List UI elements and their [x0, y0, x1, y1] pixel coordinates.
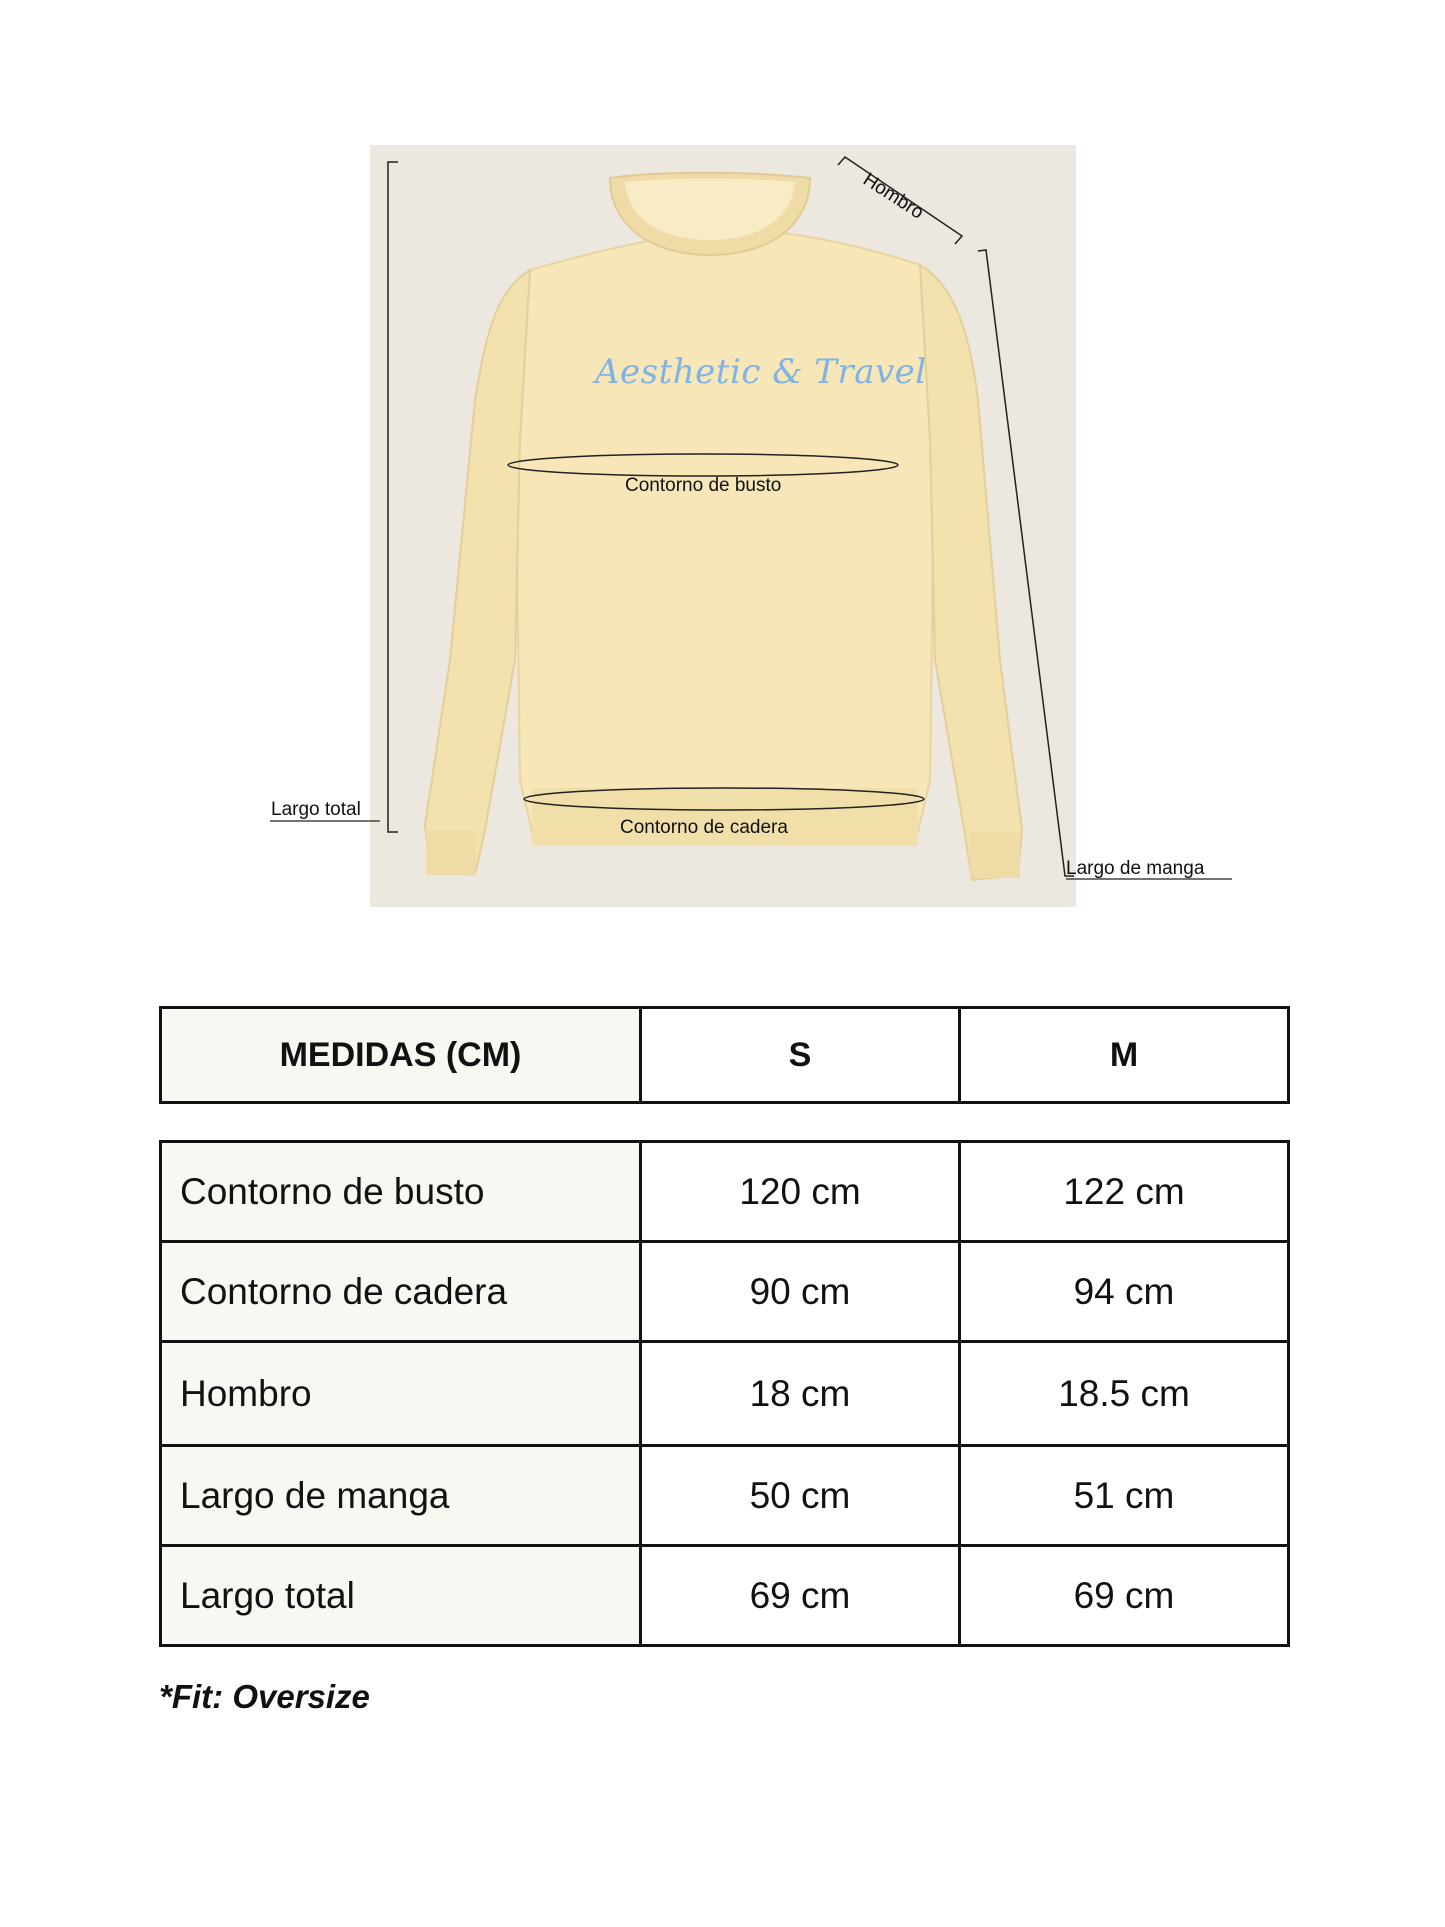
row-label: Contorno de cadera — [161, 1242, 641, 1342]
row-label: Contorno de busto — [161, 1142, 641, 1242]
table-row — [161, 1546, 1289, 1646]
table-row — [161, 1242, 1289, 1342]
row-value-s: 18 cm — [641, 1342, 960, 1446]
row-value-s: 50 cm — [641, 1446, 960, 1546]
row-label: Hombro — [161, 1342, 641, 1446]
row-value-m: 51 cm — [960, 1446, 1289, 1546]
header-measure-cell: MEDIDAS (CM) — [161, 1008, 641, 1103]
sweater-measurement-figure — [270, 140, 1260, 910]
row-value-s: 69 cm — [641, 1546, 960, 1646]
sweater-illustration — [270, 140, 1260, 910]
shoulder-label: Hombro — [859, 169, 928, 224]
size-table-header — [159, 1006, 1290, 1104]
sweater-print-text: Aesthetic & Travel — [595, 352, 927, 392]
table-row — [161, 1142, 1289, 1242]
row-value-s: 120 cm — [641, 1142, 960, 1242]
hip-label: Contorno de cadera — [620, 817, 788, 838]
left-cuff — [426, 830, 476, 875]
size-table — [159, 1140, 1290, 1647]
header-size-m: M — [960, 1008, 1289, 1103]
sleeve-length-label: Largo de manga — [1066, 858, 1205, 879]
right-cuff — [970, 833, 1020, 878]
header-size-s: S — [641, 1008, 960, 1103]
sweater-body — [512, 232, 938, 845]
row-value-m: 94 cm — [960, 1242, 1289, 1342]
total-length-label: Largo total — [271, 799, 361, 820]
header-row — [161, 1008, 1289, 1103]
row-value-m: 18.5 cm — [960, 1342, 1289, 1446]
row-label: Largo total — [161, 1546, 641, 1646]
table-row — [161, 1342, 1289, 1446]
row-value-m: 69 cm — [960, 1546, 1289, 1646]
bust-label: Contorno de busto — [625, 475, 782, 496]
row-value-s: 90 cm — [641, 1242, 960, 1342]
fit-note: *Fit: Oversize — [159, 1678, 370, 1715]
row-label: Largo de manga — [161, 1446, 641, 1546]
row-value-m: 122 cm — [960, 1142, 1289, 1242]
table-row — [161, 1446, 1289, 1546]
